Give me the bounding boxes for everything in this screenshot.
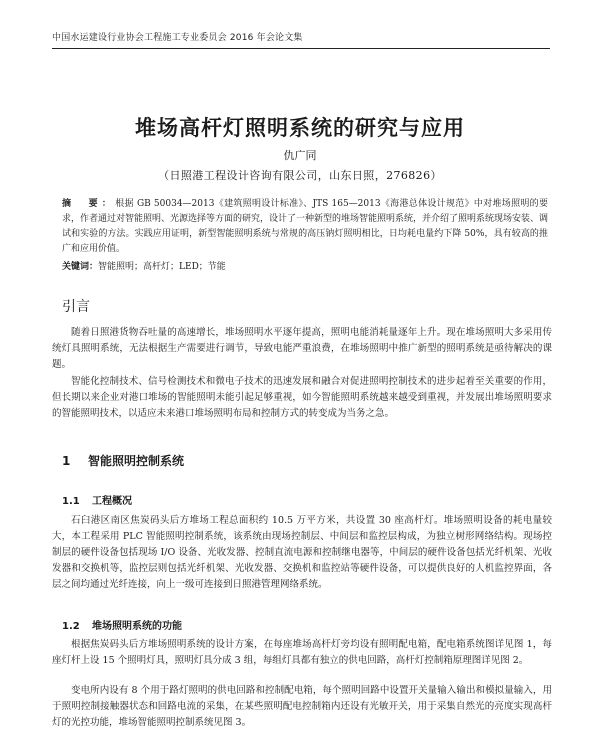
section-1-2-heading	[62, 617, 182, 632]
keywords	[62, 260, 548, 275]
keywords-label: 关键词：	[62, 262, 99, 272]
keywords-text: 智能照明；高杆灯；LED；节能	[98, 262, 226, 272]
section-1-2-paragraph-1: 根据焦炭码头后方堆场照明系统的设计方案，在每座堆场高杆灯旁均设有照明配电箱，配电箱系统图详见图 1，每座灯杆上设 15 个照明灯具，照明灯具分成 3 组，每组灯具都有独立的供电回路，高杆灯控制箱原理图详见图 2。	[52, 639, 552, 666]
section-1-1-title: 工程概况	[92, 496, 132, 507]
section-1-2-title: 堆场照明系统的功能	[92, 621, 182, 632]
header-rule	[52, 48, 550, 49]
abstract	[62, 197, 548, 257]
section-1-number: 1	[62, 454, 71, 468]
section-1-1-number: 1.1	[62, 496, 80, 507]
section-1-1-heading	[62, 492, 132, 507]
section-1-title: 智能照明控制系统	[88, 454, 185, 468]
author-name: 仇广同	[283, 149, 317, 162]
section-1-2-paragraph-2: 变电所内设有 8 个用于路灯照明的供电回路和控制配电箱，每个照明回路中设置开关量输入输出和模拟量输入，用于照明控制接触器状态和回路电流的采集，在某些照明配电控制箱内还设有光敏开关，用于采集自然光的亮度实现高杆灯的光控功能，堆场智能照明控制系统见图 3。	[52, 685, 552, 728]
section-1-heading	[62, 452, 184, 469]
section-1-2-number: 1.2	[62, 621, 80, 632]
abstract-label: 摘 要：	[62, 199, 116, 209]
abstract-text: 根据 GB 50034—2013《建筑照明设计标准》、JTS 165—2013《海港总体设计规范》中对堆场照明的要求，作者通过对智能照明、光源选择等方面的研究，设计了一种新型的堆场智能照明系统，并介绍了照明系统现场安装、调试和实验的方法。实践应用证明，新型智能照明系统与常规的高压钠灯照明相比，日均耗电量约下降 50%，具有较高的推广和应用价值。	[62, 199, 549, 254]
intro-paragraph-2: 智能化控制技术、信号检测技术和微电子技术的迅速发展和融合对促进照明控制技术的进步起着至关重要的作用，但长期以来企业对港口堆场的智能照明未能引起足够重视，如今智能照明系统越来越受到重视，并发展出堆场照明要求的智能照明技术，以适应未来港口堆场照明布局和控制方式的转变成为当务之急。	[52, 376, 552, 419]
running-header: 中国水运建设行业协会工程施工专业委员会 2016 年会论文集	[52, 33, 303, 43]
intro-heading: 引言	[62, 299, 90, 315]
paper-title: 堆场高杆灯照明系统的研究与应用	[135, 116, 465, 140]
section-1-1-paragraph: 石臼港区南区焦炭码头后方堆场工程总面积约 10.5 万平方米，共设置 30 座高杆灯。堆场照明设备的耗电量较大，本工程采用 PLC 智能照明控制系统，该系统由现场控制层、中间层和监控层构成，为独立树形网络结构。现场控制层的硬件设备包括现场 I/O 设备、光收发器、控制直流电源和控制继电器等，中间层的硬件设备包括光纤机架、光收发器和交换机等，监控层则包括光纤机架、光收发器、交换机和监控站等硬件设备，可以提供良好的人机监控界面，各层之间均通过光纤连接，向上一级可连接到日照港管理网络系统。	[52, 515, 552, 590]
author-affiliation: （日照港工程设计咨询有限公司，山东日照，276826）	[158, 169, 442, 182]
intro-paragraph-1: 随着日照港货物吞吐量的高速增长，堆场照明水平逐年提高，照明电能消耗量逐年上升。现在堆场照明大多采用传统灯具照明系统，无法根据生产需要进行调节，导致电能严重浪费，在堆场照明中推广新型的照明系统是亟待解决的课题。	[52, 327, 552, 370]
